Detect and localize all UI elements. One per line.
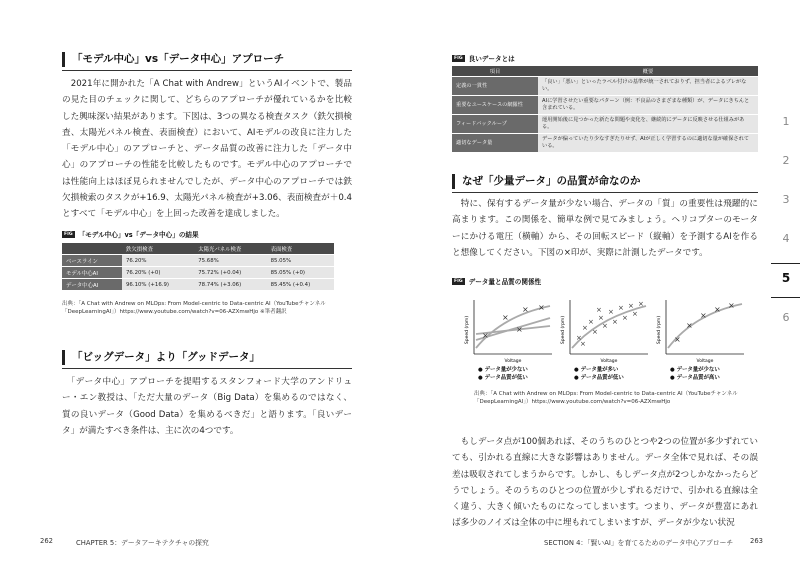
table-row-header: ベースライン bbox=[62, 255, 122, 267]
table-row bbox=[452, 77, 758, 96]
chapter-tab-3[interactable]: 3 bbox=[782, 193, 790, 206]
svg-text:×: × bbox=[638, 300, 644, 308]
scatter-panel-1 bbox=[462, 296, 557, 366]
table-row-header: モデル中心AI bbox=[62, 267, 122, 279]
table-cell: 「良い」「悪い」といったラベル付けの基準が統一されておりず、担当者によるブレがない。 bbox=[538, 77, 758, 96]
chapter-tab-2[interactable]: 2 bbox=[782, 154, 790, 167]
section-body-continued: もしデータ点が100個あれば、そのうちのひとつや2つの位置が多少ずれていても、引かれる直線に大きな影響はありません。データ全体で見れば、その誤差は吸収されてしまうからです。しかし、もしデータ点が2つしかなかったらどうでしょう。そのうちのひとつの位置が少しずれるだけで、引かれる直線は全く違う、大きく傾いたものになってしまいます。つまり、データが豊富にあれば多少のノイズは全体の中に埋もれてしまいますが、データが少ない状況 bbox=[452, 437, 758, 529]
section-footer: SECTION 4：「賢いAI」を育てるためのデータ中心アプローチ bbox=[544, 539, 734, 547]
table-cell: 85.05% bbox=[267, 255, 334, 267]
axis-label-y: Speed (rpm) bbox=[561, 315, 566, 345]
figure-caption-text: 「モデル中心」vs「データ中心」の結果 bbox=[78, 231, 199, 239]
good-data-table bbox=[452, 66, 758, 153]
svg-text:×: × bbox=[728, 301, 735, 310]
table-row-header: 適切なデータ量 bbox=[452, 134, 538, 153]
svg-text:×: × bbox=[714, 305, 721, 314]
table-cell: 75.68% bbox=[194, 255, 266, 267]
table-cell: 75.72% (+0.04) bbox=[194, 267, 266, 279]
scatter-panel-3 bbox=[654, 296, 749, 366]
svg-text:×: × bbox=[596, 306, 602, 314]
figure-caption-results bbox=[62, 229, 199, 239]
table-header-cell: 概要 bbox=[538, 66, 758, 77]
section-heading-good-data: 「ビッグデータ」より「グッドデータ」 bbox=[62, 350, 260, 365]
table-row-header: 重要なユースケースの網羅性 bbox=[452, 96, 538, 115]
table-cell: 85.45% (+0.4) bbox=[267, 279, 334, 291]
figure-caption-text: データ量と品質の関係性 bbox=[468, 278, 542, 286]
figure-source-note: 出典：「A Chat with Andrew on MLOps: From Model-centric to Data-centric AI（YouTubeチャンネル「DeepLearningAI」）https://www.youtube.com/watch?v=06-AZXmwHjo bbox=[474, 391, 738, 406]
svg-text:×: × bbox=[482, 331, 489, 340]
section-body-good-data: 「データ中心」アプローチを提唱するスタンフォード大学のアンドリュー・エン教授は、「ただ大量のデータ（Big Data）を集めるのではなく、質の良いデータ（Good Data）を集めるべきだ」と語ります。「良いデータ」が満たすべき条件は、主に次の4つです。 bbox=[62, 377, 352, 436]
svg-text:×: × bbox=[618, 304, 624, 312]
table-row bbox=[452, 115, 758, 134]
scatter-panel-2 bbox=[558, 296, 653, 366]
heading-rule bbox=[62, 70, 352, 71]
active-tab-rule-top bbox=[771, 263, 800, 264]
legend-item: ● データ量が多い bbox=[574, 367, 619, 373]
data-points bbox=[576, 300, 644, 348]
section-body-model-vs-data: 2021年に開かれた「A Chat with Andrew」というAIイベントで、製品の見た目のチェックに関して、どちらのアプローチが優れているかを比較した興味深い結果があります。下図は、3つの異なる検査タスク（鉄欠損検査、太陽光パネル検査、表面検査）において、AIモデルの改良に注力した「モデル中心」のアプローチと、データ品質の改善に注力した「データ中心」のアプローチの性能を比較したものです。モデル中心のアプローチでは性能向上はほぼ見られませんでしたが、データ中心のアプローチでは鉄欠損検索のタスクが+16.9、太陽光パネル検査が+3.06、表面検査が＋0.4とすべて「モデル中心」を上回った改善を達成しました。 bbox=[62, 79, 352, 220]
results-table bbox=[62, 243, 334, 291]
section-heading-small-data: なぜ「少量データ」の品質が命なのか bbox=[452, 174, 641, 189]
figure-caption-text: 良いデータとは bbox=[468, 55, 515, 63]
svg-text:×: × bbox=[612, 318, 618, 326]
axis-label-x: Voltage bbox=[504, 359, 522, 364]
fig-tag: FIG bbox=[64, 231, 73, 237]
table-header-cell: 鉄欠損検査 bbox=[122, 243, 194, 255]
svg-text:×: × bbox=[588, 318, 594, 326]
legend-item: ● データ品質が低い bbox=[478, 374, 528, 381]
panel-2-legend bbox=[574, 367, 624, 382]
table-header-cell: 項目 bbox=[452, 66, 538, 77]
table-cell: 76.20% bbox=[122, 255, 194, 267]
section-body-small-data: 特に、保有するデータ量が少ない場合、データの「質」の重要性は飛躍的に高まります。この関係を、簡単な例で見てみましょう。ヘリコプターのモーターにかける電圧（横軸）から、その回転スピード（縦軸）を予測するAIを作ると想像してください。下図の×印が、実際に計測したデータです。 bbox=[452, 199, 758, 258]
svg-text:×: × bbox=[538, 303, 545, 312]
svg-text:×: × bbox=[622, 314, 628, 322]
panel-3-legend bbox=[670, 367, 720, 382]
fig-tag: FIG bbox=[454, 278, 463, 284]
page-number-right: 263 bbox=[750, 537, 763, 545]
table-row-header: フィードバックループ bbox=[452, 115, 538, 134]
svg-text:×: × bbox=[632, 310, 638, 318]
figure-caption-good-data bbox=[452, 53, 515, 63]
svg-text:×: × bbox=[516, 325, 523, 334]
chapter-tab-4[interactable]: 4 bbox=[782, 232, 790, 245]
panel-1-legend bbox=[478, 367, 528, 382]
legend-item: ● データ品質が高い bbox=[670, 374, 720, 381]
table-cell: 78.74% (+3.06) bbox=[194, 279, 266, 291]
table-header-cell bbox=[62, 243, 122, 255]
axis-label-x: Voltage bbox=[600, 359, 618, 364]
figure-source-note: 出典：「A Chat with Andrew on MLOps: From Model-centric to Data-centric AI（YouTubeチャンネル「DeepLearningAI」）https://www.youtube.com/watch?v=06-AZXmwHjo ※筆者翻訳 bbox=[62, 301, 326, 316]
chapter-footer: CHAPTER 5：データアーキテクチャの探究 bbox=[76, 539, 209, 547]
table-cell: 運用開始後に見つかった新たな問題や変化を、継続的にデータに反映させる仕組みがある。 bbox=[538, 115, 758, 134]
axis-label-y: Speed (rpm) bbox=[657, 315, 662, 345]
legend-item: ● データ量が少ない bbox=[478, 367, 528, 373]
legend-item: ● データ品質が低い bbox=[574, 374, 624, 381]
heading-rule bbox=[62, 368, 352, 369]
table-row-header: データ中心AI bbox=[62, 279, 122, 291]
table-cell: 85.05% (+0) bbox=[267, 267, 334, 279]
svg-text:×: × bbox=[608, 308, 614, 316]
chapter-tab-1[interactable]: 1 bbox=[782, 115, 790, 128]
axis-label-x: Voltage bbox=[696, 359, 714, 364]
legend-item: ● データ量が少ない bbox=[670, 367, 720, 373]
table-header-cell: 表面検査 bbox=[267, 243, 334, 255]
active-tab-rule-bottom bbox=[771, 297, 800, 298]
svg-text:×: × bbox=[628, 302, 634, 310]
table-row bbox=[62, 255, 334, 267]
table-row bbox=[452, 134, 758, 153]
svg-text:×: × bbox=[686, 321, 693, 330]
heading-rule bbox=[452, 192, 758, 193]
table-row bbox=[62, 267, 334, 279]
svg-text:×: × bbox=[598, 314, 604, 322]
svg-text:×: × bbox=[602, 322, 608, 330]
svg-text:×: × bbox=[576, 334, 582, 342]
table-header-row bbox=[452, 66, 758, 77]
svg-text:×: × bbox=[700, 311, 707, 320]
svg-text:×: × bbox=[592, 328, 598, 336]
svg-text:×: × bbox=[502, 313, 509, 322]
table-row-header: 定義の一貫性 bbox=[452, 77, 538, 96]
figure-caption-data-quality bbox=[452, 276, 541, 286]
svg-text:×: × bbox=[582, 324, 588, 332]
svg-text:×: × bbox=[522, 305, 529, 314]
chapter-tab-5-active[interactable]: 5 bbox=[781, 271, 791, 285]
chapter-tab-6[interactable]: 6 bbox=[782, 311, 790, 324]
table-row bbox=[62, 279, 334, 291]
table-header-cell: 太陽光パネル検査 bbox=[194, 243, 266, 255]
section-heading-model-vs-data: 「モデル中心」vs「データ中心」アプローチ bbox=[62, 52, 284, 67]
svg-text:×: × bbox=[674, 335, 681, 344]
table-cell: 76.20% (+0) bbox=[122, 267, 194, 279]
table-header-row bbox=[62, 243, 334, 255]
svg-text:×: × bbox=[580, 340, 586, 348]
table-cell: 96.10% (+16.9) bbox=[122, 279, 194, 291]
table-cell: AIに学習させたい重要なパターン（例：不良品のさまざまな種類）が、データにきちんと含まれている。 bbox=[538, 96, 758, 115]
table-cell: データが偏っていたり少なすぎたりせず、AIが正しく学習するのに適切な量が確保されている。 bbox=[538, 134, 758, 153]
axis-label-y: Speed (rpm) bbox=[465, 315, 470, 345]
table-row bbox=[452, 96, 758, 115]
fig-tag: FIG bbox=[454, 55, 463, 61]
page-number-left: 262 bbox=[40, 537, 53, 545]
